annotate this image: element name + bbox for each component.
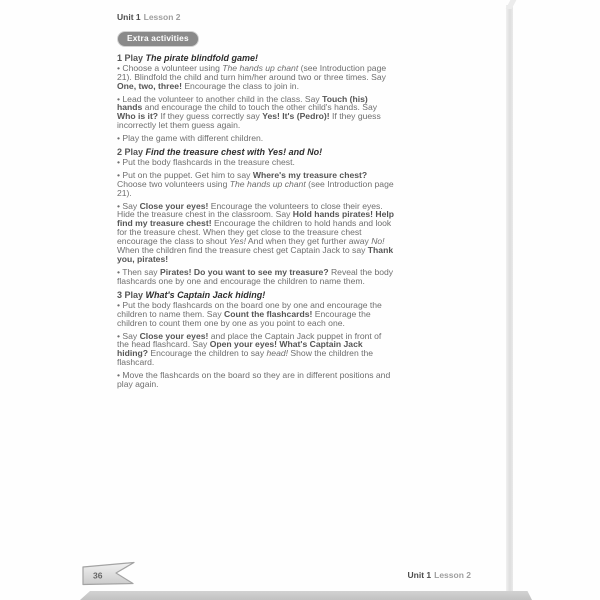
activity-paragraph bbox=[117, 301, 394, 328]
header-lesson-label: Lesson 2 bbox=[143, 12, 181, 22]
activity-paragraph bbox=[117, 64, 394, 91]
text-segment: Yes! bbox=[229, 236, 247, 247]
activity-paragraph bbox=[117, 268, 394, 286]
text-segment: Encourage the children to say bbox=[148, 348, 267, 359]
page-footer bbox=[82, 561, 471, 589]
text-segment: What's Captain Jack hiding! bbox=[145, 289, 266, 300]
text-segment: • Put on the puppet. Get him to say bbox=[117, 170, 253, 181]
text-segment: Where's my treasure chest? bbox=[252, 170, 368, 181]
text-segment: Close your eyes! bbox=[139, 330, 209, 341]
activity-heading bbox=[117, 290, 394, 300]
activity-paragraph bbox=[117, 202, 394, 264]
text-segment: The hands up chant bbox=[222, 63, 299, 73]
text-segment: (see Introduction page 21). bbox=[117, 178, 394, 198]
text-segment: • Choose a volunteer using bbox=[117, 63, 223, 73]
activity-heading bbox=[117, 53, 394, 63]
text-segment: and encourage the child to touch the other child's hands. Say bbox=[142, 102, 378, 113]
text-segment: Reveal the body flashcards one by one and encourage the children to name them. bbox=[117, 266, 394, 286]
text-segment: Choose two volunteers using bbox=[117, 178, 230, 189]
text-segment: The hands up chant bbox=[229, 178, 306, 189]
activity-block bbox=[117, 290, 394, 389]
text-segment: Encourage the children to count them one by one as you point to each one. bbox=[117, 308, 371, 328]
extra-activities-badge bbox=[117, 31, 199, 47]
text-segment: If they guess incorrectly let them guess again. bbox=[117, 111, 381, 131]
text-segment: Count the flashcards! bbox=[224, 308, 313, 319]
text-segment: The pirate blindfold game! bbox=[145, 52, 259, 63]
text-segment: Find the treasure chest with Yes! and No! bbox=[145, 146, 323, 157]
text-segment: 1 Play bbox=[117, 52, 146, 63]
text-segment: Open your eyes! What's Captain Jack hiding? bbox=[117, 339, 363, 359]
activity-paragraph bbox=[117, 171, 394, 198]
text-segment: • Say bbox=[117, 200, 140, 211]
activity-paragraph bbox=[117, 134, 394, 143]
activity-paragraph bbox=[117, 158, 394, 167]
text-segment: Show the children the flashcard. bbox=[117, 348, 374, 368]
footer-lesson-label: Lesson 2 bbox=[434, 570, 471, 580]
footer-breadcrumb bbox=[408, 570, 471, 580]
text-segment: • Then say bbox=[117, 266, 160, 277]
activity-paragraph bbox=[117, 332, 394, 368]
text-segment: • Lead the volunteer to another child in the class. Say bbox=[117, 93, 323, 104]
text-segment: • Play the game with different children. bbox=[117, 132, 264, 143]
text-segment: head! bbox=[266, 348, 289, 359]
text-segment: Touch (his) hands bbox=[117, 93, 368, 113]
text-segment: (see Introduction page 21). Blindfold the child and turn him/her around two or three times. Say bbox=[117, 63, 387, 82]
text-segment: Thank you, pirates! bbox=[117, 245, 394, 264]
text-segment: And when they get further away bbox=[246, 236, 372, 247]
text-segment: Who is it? bbox=[117, 111, 159, 122]
text-segment: Encourage the volunteers to close their eyes. Hide the treasure chest in the classroom. Say bbox=[117, 200, 383, 220]
footer-unit-label: Unit 1 bbox=[407, 570, 432, 580]
activity-paragraph bbox=[117, 95, 394, 131]
text-segment: • Put the body flashcards on the board one by one and encourage the children to name them. Say bbox=[117, 300, 382, 319]
text-segment: Encourage the children to hold hands and look for the treasure chest. When they get close to the treasure chest encourage the class to shout bbox=[117, 218, 392, 247]
text-segment: 2 Play bbox=[117, 146, 146, 157]
page-number-ribbon bbox=[82, 561, 138, 588]
text-segment: Hold hands pirates! Help find my treasure chest! bbox=[117, 209, 395, 229]
extra-activities-badge-label: Extra activities bbox=[127, 33, 189, 43]
activity-paragraph bbox=[117, 371, 394, 389]
text-segment: and place the Captain Jack puppet in front of the head flashcard. Say bbox=[117, 330, 382, 350]
activity-block bbox=[117, 147, 394, 286]
text-segment: Encourage the class to join in. bbox=[181, 80, 299, 91]
text-segment: When the children find the treasure chest get Captain Jack to say bbox=[117, 245, 368, 256]
text-segment: • Say bbox=[117, 330, 140, 341]
header-breadcrumb bbox=[117, 12, 394, 22]
text-segment: If they guess correctly say bbox=[158, 111, 263, 122]
text-segment: • Put the body flashcards in the treasure chest. bbox=[117, 157, 295, 168]
page-content bbox=[117, 12, 394, 393]
header-unit-label: Unit 1 bbox=[117, 12, 141, 22]
text-segment: • Move the flashcards on the board so they are in different positions and play again. bbox=[117, 369, 391, 389]
text-segment: Pirates! Do you want to see my treasure? bbox=[159, 266, 329, 277]
page-edge-shadow-bottom bbox=[80, 591, 532, 600]
activities-list bbox=[117, 53, 394, 389]
text-segment: Close your eyes! bbox=[139, 200, 209, 211]
activity-block bbox=[117, 53, 394, 143]
ribbon-shape bbox=[83, 563, 134, 585]
page-edge-shadow-right bbox=[506, 5, 513, 592]
page-number: 36 bbox=[93, 570, 103, 581]
text-segment: 3 Play bbox=[117, 289, 146, 300]
text-segment: No! bbox=[371, 236, 385, 247]
activity-heading bbox=[117, 147, 394, 157]
text-segment: Yes! It's (Pedro)! bbox=[262, 111, 330, 122]
text-segment: One, two, three! bbox=[117, 80, 182, 91]
